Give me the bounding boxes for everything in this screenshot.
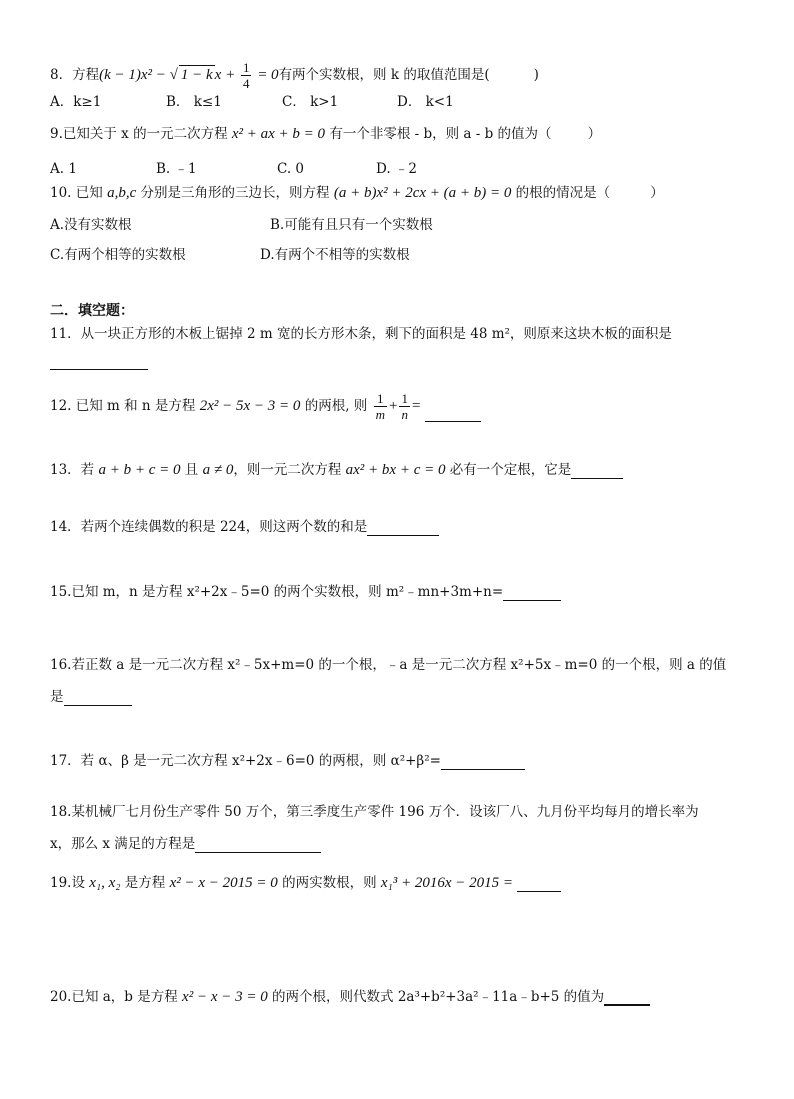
q8-option-d: D． k<1 (397, 94, 454, 110)
q9-prefix: 9.已知关于 x 的一元二次方程 (50, 126, 232, 142)
q16-line2: 是 (50, 689, 64, 705)
q8-equation-c: = 0 (253, 67, 279, 83)
q11-answer-blank (50, 352, 148, 370)
q18-answer-blank (195, 838, 321, 853)
q13-equation: ax² + bx + c = 0 (345, 462, 446, 478)
q19-mid: 是方程 (120, 875, 170, 891)
q12-prefix: 12. 已知 m 和 n 是方程 (50, 398, 200, 414)
q8-fraction (241, 60, 252, 91)
q12-mid: 的两根, 则 (300, 398, 372, 414)
question-19 (50, 874, 561, 892)
q12-answer-blank (425, 407, 481, 422)
q14-text: 14．若两个连续偶数的积是 224，则这两个数的和是 (50, 519, 368, 535)
question-10 (50, 184, 664, 202)
question-18-line2 (50, 835, 321, 853)
q8-option-c: C． k>1 (282, 94, 339, 110)
q19-answer-blank (517, 877, 561, 892)
q12-frac2-num: 1 (401, 391, 408, 406)
q8-frac-den: 4 (242, 76, 250, 91)
q19-expr: x₁³ + 2016x − 2015 = (380, 875, 514, 891)
q10-prefix: 10. 已知 (50, 185, 108, 201)
q13-cond2: a ≠ 0 (202, 462, 234, 478)
q12-equals: = (411, 398, 421, 414)
q13-mid1: 且 (180, 462, 203, 478)
question-12 (50, 391, 481, 422)
question-18: 18.某机械厂七月份生产零件 50 万个，第三季度生产零件 196 万个．设该厂八、九月份平均每月的增长率为 (50, 804, 699, 820)
q10-mid: 分别是三角形的三边长，则方程 (136, 185, 334, 201)
q12-frac1-num: 1 (374, 391, 387, 407)
q16-answer-blank (64, 691, 132, 706)
q13-answer-blank (571, 464, 623, 479)
question-15 (50, 583, 561, 601)
q19-equation: x² − x − 2015 = 0 (169, 875, 278, 891)
q19-vars: x₁, x₂ (89, 875, 121, 891)
question-8: 8．方程(k − 1)x² − √ 1 − k x + $\frac{1}{4}$ = 0有两个实数根，则 k 的取值范围是( ) (50, 60, 539, 91)
q8-frac-num: 1 (242, 60, 250, 75)
q17-answer-blank (441, 755, 525, 770)
q12-fraction-1 (374, 391, 387, 422)
q19-mid2: 的两实数根，则 (277, 875, 381, 891)
q12-frac2-den: n (401, 407, 408, 422)
question-14 (50, 518, 439, 536)
question-9 (50, 125, 601, 143)
q8-prefix: 8．方程 (50, 67, 100, 83)
q9-option-c: C. 0 (277, 161, 305, 177)
q13-cond1: a + b + c = 0 (98, 462, 181, 478)
q9-close: ） (587, 126, 602, 142)
q9-suffix: 有一个非零根 - b，则 a - b 的值为（ (325, 126, 552, 142)
q10-close: ） (650, 185, 664, 201)
q8-suffix: 有两个实数根，则 k 的取值范围是( (278, 67, 490, 83)
q15-text: 15.已知 m，n 是方程 x²+2x﹣5=0 的两个实数根，则 m²﹣mn+3m+n= (50, 584, 504, 600)
q19-prefix: 19.设 (50, 875, 90, 891)
q8-option-b: B． k≤1 (166, 94, 222, 110)
q12-equation: 2x² − 5x − 3 = 0 (199, 398, 301, 414)
q12-fraction-2 (399, 391, 410, 422)
q9-option-b: B. ﹣1 (156, 161, 197, 177)
q20-prefix: 20.已知 a，b 是方程 (50, 989, 183, 1005)
question-16: 16.若正数 a 是一元二次方程 x²﹣5x+m=0 的一个根，﹣a 是一元二次方程 x²+5x﹣m=0 的一个根，则 a 的值 (50, 657, 727, 673)
q10-option-c: C.有两个相等的实数根 (50, 247, 186, 263)
q13-mid2: ，则一元二次方程 (233, 462, 346, 478)
q8-equation-b: x + (214, 67, 239, 83)
q20-suffix: 的两个根，则代数式 2a³+b²+3a²﹣11a﹣b+5 的值为 (267, 989, 605, 1005)
q9-equation: x² + ax + b = 0 (231, 126, 326, 142)
q10-suffix: 的根的情况是（ (511, 185, 611, 201)
q9-option-d: D. ﹣2 (376, 161, 418, 177)
question-20 (50, 988, 650, 1006)
q20-equation: x² − x − 3 = 0 (182, 989, 268, 1005)
question-17 (50, 752, 525, 770)
q15-answer-blank (503, 586, 561, 601)
q9-option-a: A. 1 (50, 161, 77, 177)
q8-close: ) (533, 67, 539, 83)
q10-option-d: D.有两个不相等的实数根 (260, 247, 410, 263)
q12-frac1-den: m (375, 407, 385, 422)
q18-line2: x，那么 x 满足的方程是 (50, 836, 196, 852)
q10-option-b: B.可能有且只有一个实数根 (270, 217, 433, 233)
question-16-line2 (50, 688, 132, 706)
q17-text: 17．若 α、β 是一元二次方程 x²+2x﹣6=0 的两根，则 α²+β²= (50, 753, 441, 769)
question-11: 11．从一块正方形的木板上锯掉 2 m 宽的长方形木条，剩下的面积是 48 m²，则原来这块木板的面积是 (50, 326, 672, 342)
q13-prefix: 13．若 (50, 462, 99, 478)
q8-option-a: A．k≥1 (50, 94, 102, 110)
section-2-title: 二．填空题： (50, 303, 134, 319)
q8-equation-a: (k − 1)x² − (99, 67, 170, 83)
q12-plus: + (388, 398, 398, 414)
q10-equation: (a + b)x² + 2cx + (a + b) = 0 (333, 185, 512, 201)
q10-option-a: A.没有实数根 (50, 217, 132, 233)
q13-suffix: 必有一个定根，它是 (445, 462, 572, 478)
question-13 (50, 461, 623, 479)
q20-answer-blank (604, 990, 650, 1006)
q14-answer-blank (367, 521, 439, 536)
q10-vars: a,b,c (107, 185, 137, 201)
q8-radicand: 1 − k (180, 67, 213, 83)
